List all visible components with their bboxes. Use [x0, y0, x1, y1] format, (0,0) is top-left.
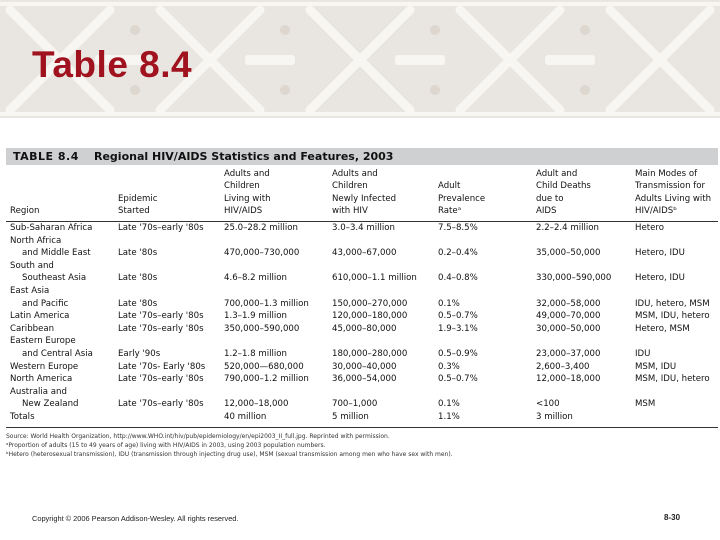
- cell-modes: MSM, IDU, hetero: [635, 311, 710, 322]
- header-deaths-line: AIDS: [536, 206, 557, 217]
- cell-living: 700,000–1.3 million: [224, 298, 309, 309]
- table-bottom-rule: [6, 427, 718, 428]
- cell-modes: IDU, hetero, MSM: [635, 298, 710, 309]
- cell-region: East Asia: [10, 286, 50, 296]
- cell-living: 1.2–1.8 million: [224, 349, 287, 359]
- header-prevalence-line: Rateᵃ: [438, 206, 462, 217]
- table-caption-bar: [6, 148, 718, 165]
- cell-newly: 700–1,000: [332, 399, 378, 410]
- header-newly-line: Newly Infected: [332, 193, 397, 204]
- cell-newly: 45,000–80,000: [332, 323, 397, 334]
- cell-modes: Hetero, MSM: [635, 323, 690, 334]
- cell-modes: MSM: [635, 399, 656, 410]
- header-started-line: Epidemic: [118, 193, 158, 204]
- cell-prevalence: 0.5–0.7%: [438, 311, 478, 322]
- table-note-a: ᵃProportion of adults (15 to 49 years of age) living with HIV/AIDS in 2003, using 2003 population numbers.: [6, 442, 326, 449]
- cell-started: Early '90s: [118, 349, 161, 359]
- cell-newly: 610,000–1.1 million: [332, 273, 417, 284]
- cell-deaths: 12,000–18,000: [536, 374, 601, 385]
- cell-newly: 180,000–280,000: [332, 349, 408, 359]
- header-living-line: HIV/AIDS: [224, 206, 263, 217]
- slide-title: Table 8.4: [32, 44, 193, 85]
- header-deaths-line: Adult and: [536, 168, 578, 179]
- header-living-line: Children: [224, 181, 260, 192]
- cell-region: North Africa: [10, 235, 62, 246]
- cell-deaths: <100: [536, 399, 560, 410]
- cell-started: Late '80s: [118, 298, 158, 309]
- cell-modes: Hetero, IDU: [635, 273, 685, 284]
- cell-deaths: 30,000–50,000: [536, 323, 601, 334]
- table-caption: Regional HIV/AIDS Statistics and Features, 2003: [94, 150, 394, 163]
- cell-region: New Zealand: [22, 399, 79, 410]
- cell-deaths: 23,000–37,000: [536, 349, 601, 359]
- cell-modes: Hetero: [635, 223, 665, 233]
- cell-region: Totals: [10, 412, 35, 422]
- cell-modes: MSM, IDU, hetero: [635, 374, 710, 385]
- cell-started: Late '70s–early '80s: [118, 323, 204, 334]
- cell-region: and Central Asia: [22, 349, 93, 359]
- cell-living: 40 million: [224, 412, 267, 422]
- table-notes: [6, 432, 718, 459]
- header-newly-line: Children: [332, 181, 368, 192]
- cell-prevalence: 0.1%: [438, 399, 460, 410]
- header-living-line: Living with: [224, 193, 271, 204]
- cell-region: and Middle East: [22, 248, 91, 259]
- cell-region: South and: [10, 260, 54, 271]
- hiv-statistics-table: [6, 140, 718, 470]
- cell-newly: 30,000–40,000: [332, 361, 397, 372]
- cell-region: North America: [10, 374, 73, 385]
- cell-started: Late '80s: [118, 248, 158, 259]
- cell-deaths: 2,600–3,400: [536, 361, 590, 372]
- header-started-line: Started: [118, 206, 150, 217]
- cell-started: Late '70s- Early '80s: [118, 361, 206, 372]
- cell-deaths: 35,000–50,000: [536, 248, 601, 259]
- cell-living: 790,000–1.2 million: [224, 374, 309, 385]
- header-newly-line: with HIV: [332, 206, 368, 217]
- cell-newly: 3.0–3.4 million: [332, 223, 395, 233]
- cell-living: 350,000–590,000: [224, 323, 300, 334]
- table-note-b: ᵇHetero (heterosexual transmission), IDU (transmission through injecting drug use), MSM (sexual transmission among men who have sex with men).: [6, 451, 453, 458]
- header-modes-line: Adults Living with: [635, 193, 712, 204]
- cell-region: Caribbean: [10, 323, 55, 334]
- header-modes-line: Main Modes of: [635, 168, 698, 179]
- table-note-source: Source: World Health Organization, http://www.WHO.int/hiv/pub/epidemiology/en/epi2003_II_full.jpg. Reprinted with permission.: [6, 433, 390, 440]
- cell-newly: 5 million: [332, 412, 369, 422]
- cell-newly: 43,000–67,000: [332, 248, 397, 259]
- header-prevalence-line: Prevalence: [438, 193, 486, 204]
- cell-deaths: 3 million: [536, 412, 573, 422]
- cell-prevalence: 0.5–0.7%: [438, 374, 478, 385]
- cell-started: Late '70s–early '80s: [118, 223, 204, 233]
- cell-region: and Pacific: [22, 298, 69, 309]
- header-prevalence-line: Adult: [438, 181, 461, 192]
- page-number: 8-30: [664, 513, 681, 522]
- cell-region: Eastern Europe: [10, 336, 76, 347]
- cell-living: 1.3–1.9 million: [224, 311, 287, 322]
- cell-prevalence: 1.9–3.1%: [438, 323, 478, 334]
- header-region-line: Region: [10, 206, 40, 217]
- cell-newly: 120,000–180,000: [332, 311, 408, 322]
- header-modes-line: HIV/AIDSᵇ: [635, 206, 677, 217]
- cell-deaths: 49,000–70,000: [536, 311, 601, 322]
- cell-modes: MSM, IDU: [635, 361, 677, 372]
- cell-living: 4.6–8.2 million: [224, 273, 287, 284]
- cell-living: 12,000–18,000: [224, 399, 289, 410]
- cell-prevalence: 0.3%: [438, 361, 460, 372]
- cell-started: Late '70s–early '80s: [118, 399, 204, 410]
- header-deaths-line: Child Deaths: [536, 181, 591, 192]
- table-number: TABLE 8.4: [13, 150, 79, 163]
- cell-newly: 36,000–54,000: [332, 374, 397, 385]
- header-deaths-line: due to: [536, 193, 564, 204]
- cell-deaths: 32,000–58,000: [536, 298, 601, 309]
- cell-modes: IDU: [635, 349, 651, 359]
- cell-region: Latin America: [10, 311, 70, 322]
- cell-region: Sub-Saharan Africa: [10, 223, 93, 233]
- cell-living: 25.0–28.2 million: [224, 223, 298, 233]
- cell-region: Southeast Asia: [22, 273, 87, 284]
- cell-prevalence: 7.5–8.5%: [438, 223, 478, 233]
- cell-prevalence: 1.1%: [438, 412, 460, 422]
- header-newly-line: Adults and: [332, 168, 378, 179]
- cell-prevalence: 0.5–0.9%: [438, 349, 478, 359]
- cell-newly: 150,000–270,000: [332, 298, 408, 309]
- cell-deaths: 2.2–2.4 million: [536, 223, 599, 233]
- cell-region: Australia and: [10, 386, 67, 397]
- cell-started: Late '80s: [118, 273, 158, 284]
- cell-modes: Hetero, IDU: [635, 248, 685, 259]
- cell-prevalence: 0.2–0.4%: [438, 248, 478, 259]
- cell-prevalence: 0.4–0.8%: [438, 273, 478, 284]
- cell-deaths: 330,000–590,000: [536, 273, 612, 284]
- copyright-footer: Copyright © 2006 Pearson Addison-Wesley. All rights reserved.: [32, 514, 239, 523]
- cell-started: Late '70s–early '80s: [118, 311, 204, 322]
- cell-region: Western Europe: [10, 361, 79, 372]
- cell-living: 470,000–730,000: [224, 248, 300, 259]
- header-modes-line: Transmission for: [635, 181, 706, 192]
- cell-started: Late '70s–early '80s: [118, 374, 204, 385]
- cell-living: 520,000—680,000: [224, 361, 304, 372]
- cell-prevalence: 0.1%: [438, 298, 460, 309]
- header-living-line: Adults and: [224, 168, 270, 179]
